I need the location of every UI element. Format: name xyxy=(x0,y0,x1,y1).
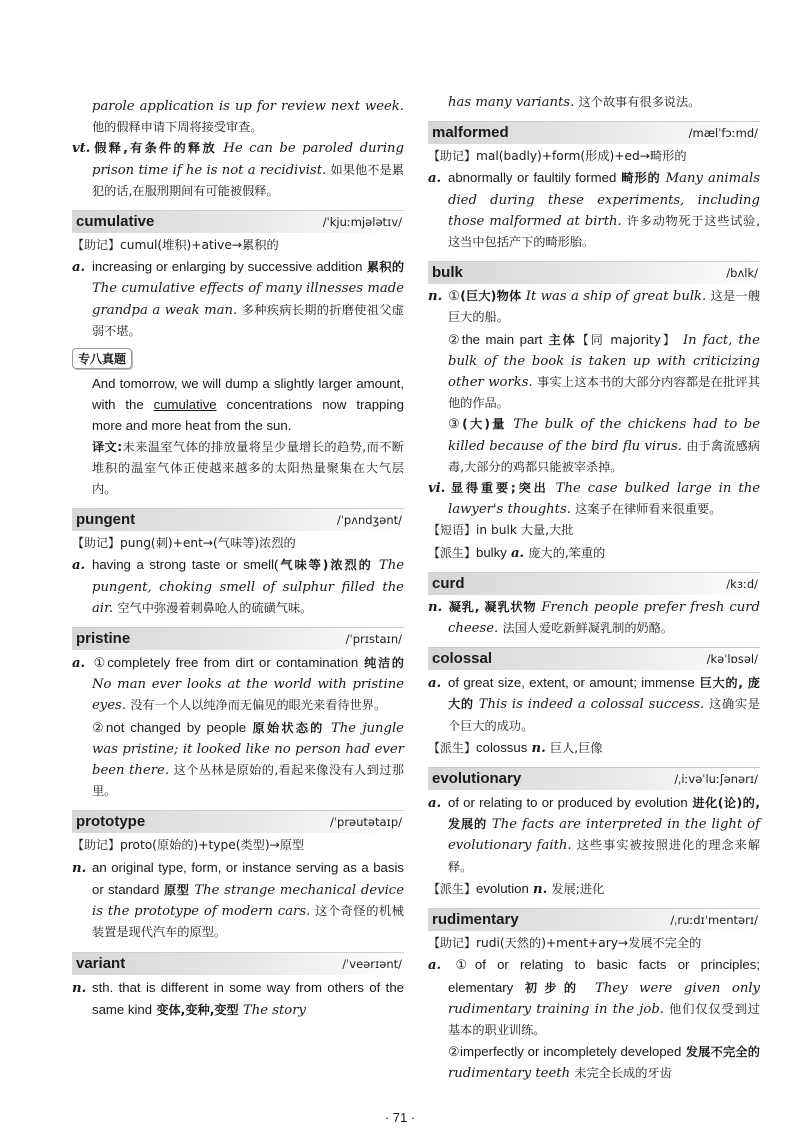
sense-vi: vi. 显得重要;突出 The case bulked large in the lawyer's thoughts. 这案子在律师看来很重要。 xyxy=(428,481,760,518)
sense-1: a. ①of or relating to basic facts or principles; elementary 初步的 They were given only rudimentary training in the job. 他们仅仅受到过基本的职业训练。 xyxy=(428,957,761,1037)
phonetic: /ˌruːdɪˈmentərɪ/ xyxy=(670,913,758,928)
entry-header xyxy=(428,767,760,790)
sense: a. of or relating to or produced by evolution 进化(论)的,发展的 The facts are interpreted in the light of evolutionary faith. 这些事实被按照进化的理念来解释。 xyxy=(428,795,761,874)
entry-header xyxy=(72,952,404,975)
exam-text: And tomorrow, we will dump a slightly larger amount, with the cumulative concentrations now trapping more and more heat from the sun. xyxy=(92,376,404,434)
mnemonic: 【助记】pung(刺)+ent→(气味等)浓烈的 xyxy=(72,536,296,551)
phonetic: /mælˈfɔːmd/ xyxy=(688,126,758,141)
entry-header xyxy=(428,908,760,931)
phrase: 【短语】in bulk 大量,大批 xyxy=(428,523,574,538)
entry-header xyxy=(72,508,404,531)
headword: cumulative xyxy=(76,213,155,231)
mnemonic: 【助记】mal(badly)+form(形成)+ed→畸形的 xyxy=(428,149,687,164)
sense: a. of great size, extent, or amount; immense 巨大的, 庞大的 This is indeed a colossal success. 这确实是个巨大的成功。 xyxy=(428,675,760,733)
phonetic: /ˈprɪstaɪn/ xyxy=(345,632,402,647)
phonetic: /ˈveərɪənt/ xyxy=(342,956,402,971)
left-column xyxy=(72,0,404,1021)
headword: rudimentary xyxy=(432,911,519,929)
entry-header xyxy=(72,810,404,833)
sense-2: ②not changed by people 原始状态的 The jungle was pristine; it looked like no person had ever been there. 这个丛林是原始的,看起来像没有人到过那里。 xyxy=(92,719,404,799)
sense: a. increasing or enlarging by successive addition 累积的 The cumulative effects of many illnesses made grandpa a weak man. 多种疾病长期的折磨使祖父虚弱不堪。 xyxy=(72,259,405,338)
sense-vt: vt. 假释,有条件的释放 He can be paroled during prison time if he is not a recidivist. 如果他不是累犯的话,在服刑期间有可能被假释。 xyxy=(72,141,405,198)
phonetic: /ˈprəutətaɪp/ xyxy=(329,815,402,830)
headword: variant xyxy=(76,954,126,972)
entry-header xyxy=(428,647,760,670)
sense: a. having a strong taste or smell(气味等)浓烈的 The pungent, choking smell of sulphur filled the air. 空气中弥漫着刺鼻呛人的硫磺气味。 xyxy=(72,557,404,616)
entry-curd xyxy=(428,572,760,639)
sense-2: ②imperfectly or incompletely developed 发展不完全的 rudimentary teeth 未完全长成的牙齿 xyxy=(448,1044,760,1082)
sense-1: n. ①(巨大)物体 It was a ship of great bulk. 这是一艘巨大的船。 xyxy=(428,289,761,325)
entry-bulk xyxy=(428,261,760,564)
headword: evolutionary xyxy=(432,770,522,788)
sense-1: a. ①completely free from dirt or contamination 纯洁的 No man ever looks at the world with pristine eyes. 没有一个人以纯净而无偏见的眼光来看待世界。 xyxy=(72,655,404,714)
page-number: · 71 · xyxy=(384,1110,416,1125)
sense: n. sth. that is different in some way from others of the same kind 变体,变种,变型 The story xyxy=(72,979,404,1018)
entry-variant-continued xyxy=(428,0,760,113)
example-sentence: has many variants. 这个故事有很多说法。 xyxy=(448,95,701,110)
headword: pungent xyxy=(76,511,136,529)
phonetic: /ˈkjuːmjələtɪv/ xyxy=(322,215,402,230)
mnemonic: 【助记】rudi(天然的)+ment+ary→发展不完全的 xyxy=(428,936,702,951)
derivative: 【派生】colossus n. 巨人,巨像 xyxy=(428,739,603,756)
sense: a. abnormally or faultily formed 畸形的 Many animals died during these experiments, including those malformed at birth. 许多动物死于这些试验,这当中包括产下的畸形胎。 xyxy=(428,170,761,250)
headword: pristine xyxy=(76,630,131,648)
exam-translation: 译文:未来温室气体的排放量将呈少量增长的趋势,而不断堆积的温室气体正使越来越多的太阳热量聚集在大气层内。 xyxy=(92,439,404,497)
headword: prototype xyxy=(76,813,146,831)
exam-body xyxy=(72,373,404,500)
entry-evolutionary xyxy=(428,767,760,900)
entry-malformed xyxy=(428,121,760,253)
exam-box xyxy=(72,342,404,500)
phonetic: /bʌlk/ xyxy=(726,266,758,281)
entry-header xyxy=(428,121,760,144)
example-sentence: parole application is up for review next week. 他的假释申请下周将接受审查。 xyxy=(92,99,404,135)
entry-pungent xyxy=(72,508,404,619)
entry-variant xyxy=(72,952,404,1021)
entry-colossal xyxy=(428,647,760,759)
entry-pristine xyxy=(72,627,404,802)
entry-prototype xyxy=(72,810,404,943)
sense: n. 凝乳, 凝乳状物 French people prefer fresh curd cheese. 法国人爱吃新鲜凝乳制的奶酪。 xyxy=(428,599,760,637)
exam-label: 专八真题 xyxy=(72,348,132,369)
phonetic: /kəˈlɒsəl/ xyxy=(706,652,758,667)
phonetic: /ˌiːvəˈluːʃənərɪ/ xyxy=(674,772,758,787)
entry-cumulative xyxy=(72,210,404,342)
entry-header xyxy=(72,627,404,650)
sense-3: ③(大)量 The bulk of the chickens had to be killed because of the bird flu virus. 由于禽流感病毒,大部分的鸡都只能被宰杀掉。 xyxy=(448,417,761,474)
entry-header xyxy=(72,210,404,233)
sense: n. an original type, form, or instance serving as a basis or standard 原型 The strange mechanical device is the prototype of modern cars. 这个奇怪的机械装置是现代汽车的原型。 xyxy=(72,859,404,940)
phonetic: /ˈpʌndʒənt/ xyxy=(336,513,402,528)
entry-parole-continued xyxy=(72,0,404,202)
mnemonic: 【助记】cumul(堆积)+ative→累积的 xyxy=(72,238,279,253)
derivative: 【派生】evolution n. 发展;进化 xyxy=(428,880,605,897)
mnemonic: 【助记】proto(原始的)+type(类型)→原型 xyxy=(72,838,305,853)
headword: bulk xyxy=(432,264,463,282)
entry-rudimentary xyxy=(428,908,760,1084)
headword: colossal xyxy=(432,650,493,668)
entry-header xyxy=(428,572,760,595)
phonetic: /kɜːd/ xyxy=(726,576,758,591)
headword: malformed xyxy=(432,124,509,142)
entry-header xyxy=(428,261,760,284)
derivative: 【派生】bulky a. 庞大的,笨重的 xyxy=(428,544,606,561)
sense-2: ②the main part 主体【同 majority】 In fact, the bulk of the book is taken up with criticizing other works. 事实上这本书的大部分内容都是在批评其他的作品。 xyxy=(448,331,761,411)
headword: curd xyxy=(432,574,465,592)
right-column xyxy=(428,0,760,1085)
